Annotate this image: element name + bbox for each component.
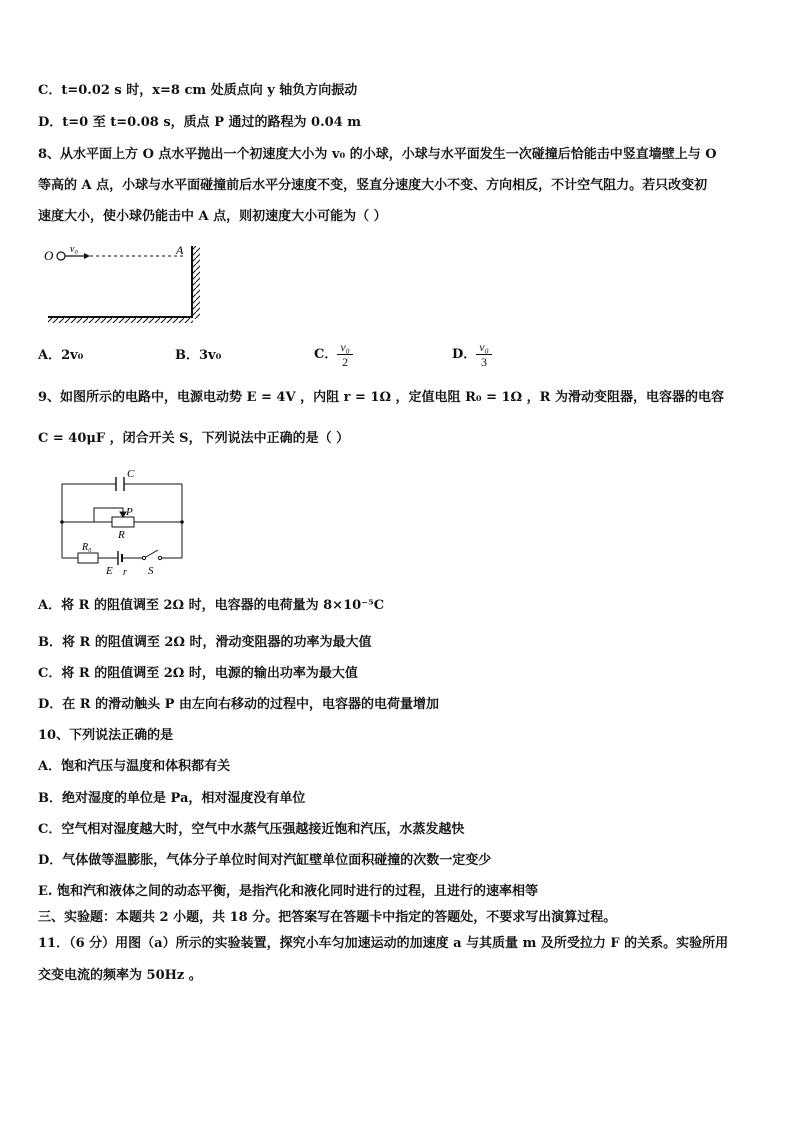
q8-stem-line1: 8、从水平面上方 O 点水平抛出一个初速度大小为 v₀ 的小球，小球与水平面发生一次碰撞后恰能击中竖直墙壁上与 O — [38, 147, 717, 162]
section-3-heading: 三、实验题：本题共 2 小题，共 18 分。把答案写在答题卡中指定的答题处，不要求写出演算过程。 — [38, 910, 617, 925]
q8-stem-line3: 速度大小，使小球仍能击中 A 点，则初速度大小可能为（ ） — [38, 209, 387, 224]
label-r: R — [118, 529, 125, 541]
q8-option-d-label: D． — [452, 347, 477, 362]
label-a: A — [176, 243, 184, 257]
q10-option-b: B．绝对湿度的单位是 Pa，相对湿度没有单位 — [38, 791, 306, 806]
wall-hatch — [193, 246, 200, 319]
q9-option-a: A．将 R 的阻值调至 2Ω 时，电容器的电荷量为 8×10⁻⁵C — [38, 598, 385, 613]
q8-option-d — [452, 340, 492, 369]
q8-option-a: A．2v₀ — [38, 348, 84, 363]
q10-option-e: E. 饱和汽和液体之间的动态平衡，是指汽化和液化同时进行的过程，且进行的速率相等 — [38, 884, 538, 899]
fraction-denominator: 2 — [337, 354, 353, 369]
q7-option-c: C．t=0.02 s 时，x=8 cm 处质点向 y 轴负方向振动 — [38, 83, 358, 98]
q8-option-c — [314, 340, 353, 369]
q10-option-c: C．空气相对湿度越大时，空气中水蒸气压强越接近饱和汽压，水蒸发越快 — [38, 822, 465, 837]
q11-stem-line2: 交变电流的频率为 50Hz 。 — [38, 968, 202, 983]
switch-blade — [144, 550, 158, 558]
q8-option-d-fraction — [476, 340, 492, 369]
label-p: P — [126, 506, 133, 518]
ball — [57, 252, 65, 260]
fraction-numerator: v₀ — [340, 340, 350, 354]
q9-option-d: D．在 R 的滑动触头 P 由左向右移动的过程中，电容器的电荷量增加 — [38, 697, 439, 712]
rheostat — [112, 517, 134, 527]
velocity-arrow — [84, 253, 90, 259]
label-r0: R₀ — [82, 542, 92, 553]
q7-option-d: D．t=0 至 t=0.08 s，质点 P 通过的路程为 0.04 m — [38, 115, 361, 130]
label-r-internal: r — [123, 567, 127, 578]
label-o: O — [44, 248, 54, 263]
q9-stem-line2: C = 40μF ，闭合开关 S，下列说法中正确的是（ ） — [38, 431, 350, 446]
fraction-denominator: 3 — [476, 354, 492, 369]
q11-stem-line1: 11．（6 分）用图（a）所示的实验装置，探究小车匀加速运动的加速度 a 与其质量 m 及所受拉力 F 的关系。实验所用 — [38, 936, 729, 951]
label-c: C — [127, 468, 135, 480]
q9-option-c: C．将 R 的阻值调至 2Ω 时，电源的输出功率为最大值 — [38, 666, 358, 681]
q8-option-b: B．3v₀ — [175, 348, 222, 363]
label-s: S — [148, 565, 154, 577]
fraction-numerator: v₀ — [479, 340, 489, 354]
q10-option-a: A．饱和汽压与温度和体积都有关 — [38, 759, 231, 774]
label-e: E — [106, 565, 113, 577]
q8-stem-line2: 等高的 A 点，小球与水平面碰撞前后水平分速度不变，竖直分速度大小不变、方向相反，不计空气阻力。若只改变初 — [38, 178, 708, 193]
resistor-r0 — [78, 553, 98, 563]
q9-option-b: B．将 R 的阻值调至 2Ω 时，滑动变阻器的功率为最大值 — [38, 635, 372, 650]
q8-option-c-fraction — [337, 340, 353, 369]
label-v0: v₀ — [70, 244, 78, 255]
q8-option-c-label: C． — [314, 347, 338, 362]
q10-option-d: D．气体做等温膨胀，气体分子单位时间对汽缸壁单位面积碰撞的次数一定变少 — [38, 853, 492, 868]
q9-stem-line1: 9、如图所示的电路中，电源电动势 E = 4V ，内阻 r = 1Ω ，定值电阻 R₀ = 1Ω ，R 为滑动变阻器，电容器的电容 — [38, 390, 724, 405]
q8-projectile-figure — [40, 240, 210, 332]
q9-circuit-figure — [52, 466, 192, 580]
q10-stem: 10、下列说法正确的是 — [38, 728, 174, 743]
